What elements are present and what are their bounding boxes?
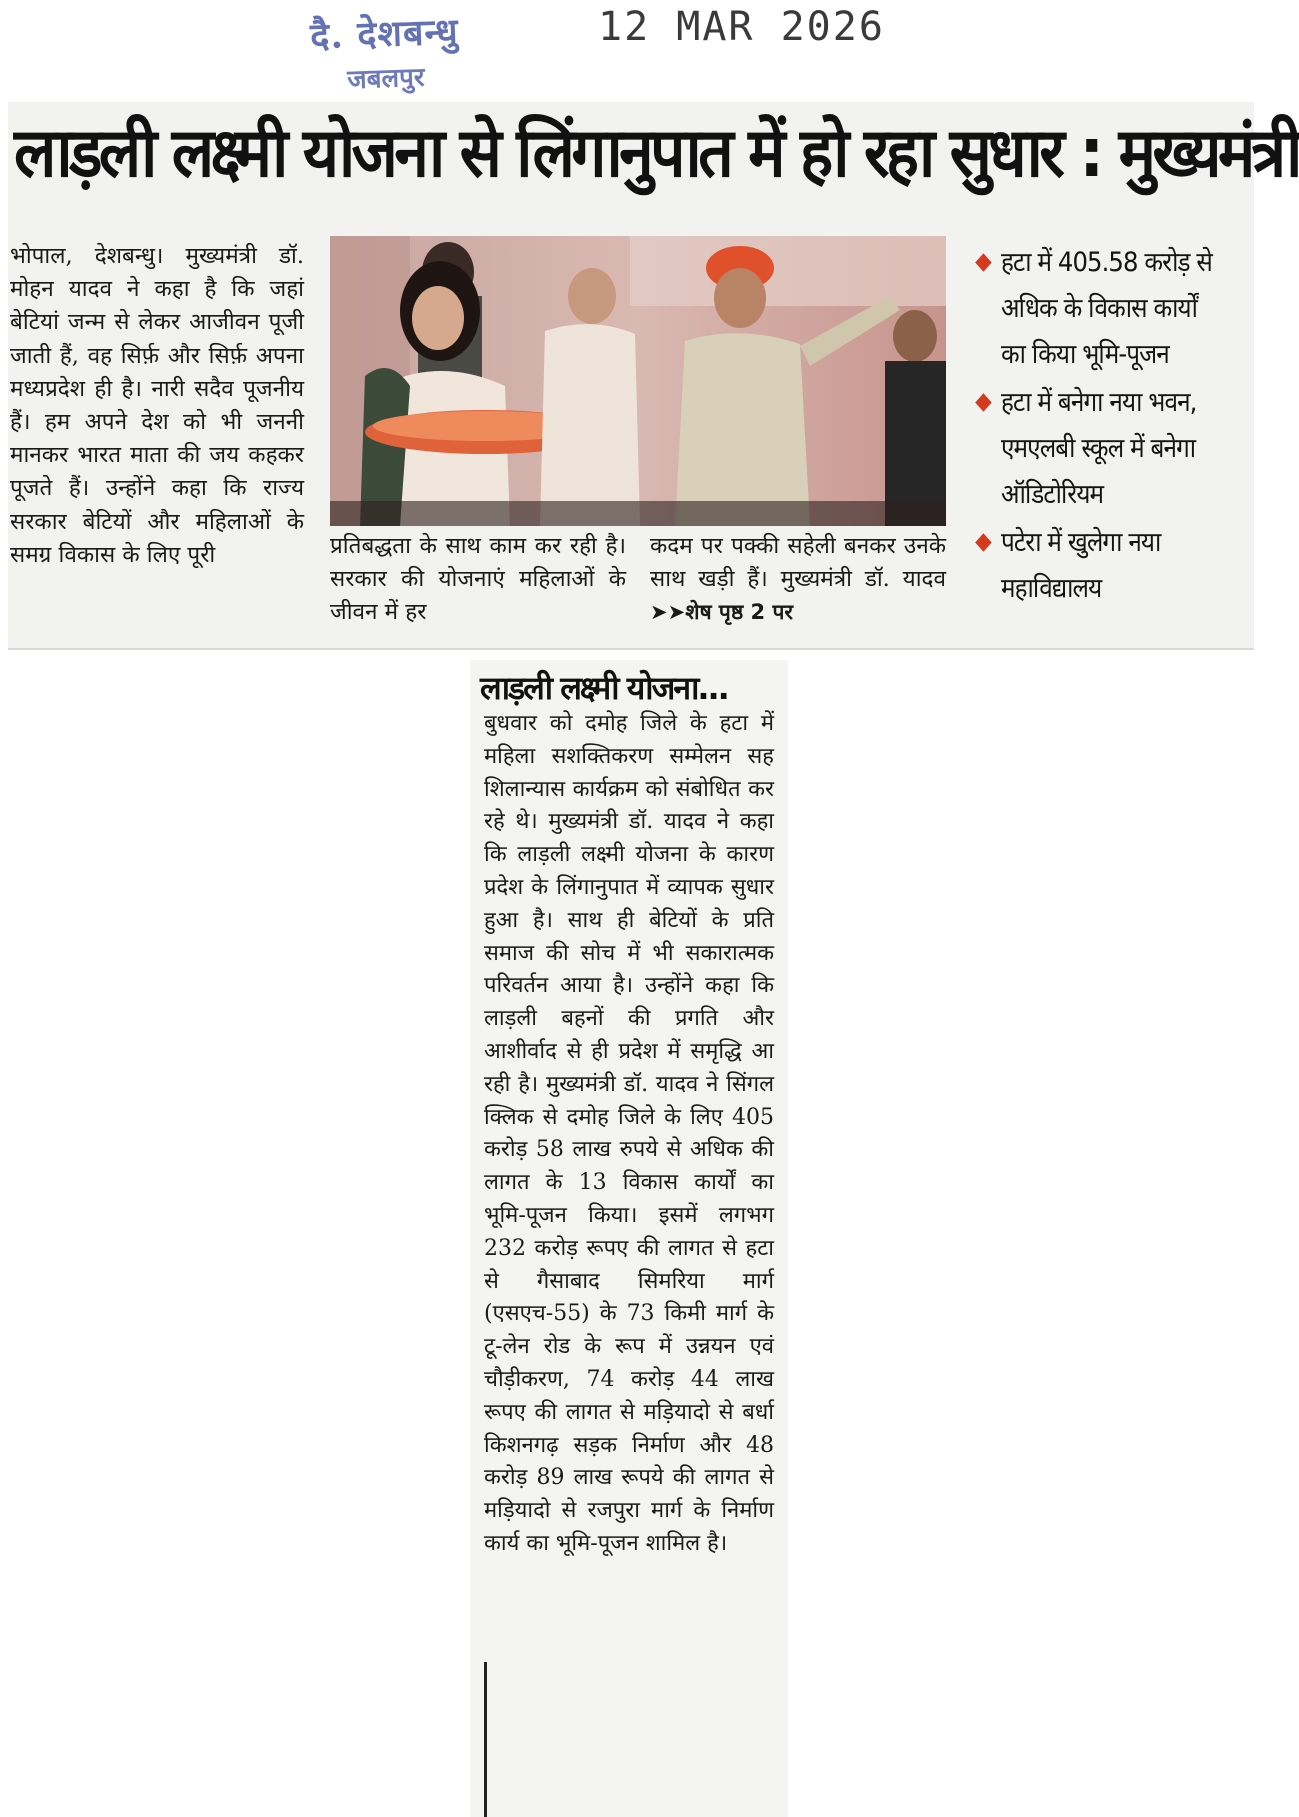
highlight-item <box>974 520 1226 612</box>
highlight-item <box>974 380 1226 518</box>
stamp-city: जबलपुर <box>346 62 426 96</box>
news-clipping-continuation <box>470 660 788 1817</box>
photo-illustration <box>330 236 946 526</box>
column-rule <box>484 1662 487 1817</box>
highlight-item <box>974 240 1226 378</box>
article-headline: लाड़ली लक्ष्मी योजना से लिंगानुपात में हो रहा सुधार : मुख्यमंत्री <box>14 114 1299 193</box>
article-column-3 <box>650 530 946 634</box>
article-column-1: भोपाल, देशबन्धु। मुख्यमंत्री डॉ. मोहन यादव ने कहा है कि जहां बेटियां जन्म से लेकर आजीवन पूजी जाती हैं, वह सिर्फ़ और सिर्फ़ अपना मध्यप्रदेश ही है। नारी सदैव पूजनीय हैं। हम अपने देश को भी जननी मानकर भारत माता की जय कहकर पूजते हैं। उन्होंने कहा कि राज्य सरकार बेटियों और महिलाओं के समग्र विकास के लिए पूरी <box>10 243 304 568</box>
stamp-date: 12 MAR 2026 <box>598 4 885 50</box>
highlight-text: हटा में बनेगा नया भवन, एमएलबी स्कूल में बनेगा ऑडिटोरियम <box>1001 387 1197 510</box>
continuation-heading: लाड़ली लक्ष्मी योजना... <box>480 669 728 707</box>
bullet-diamond-icon <box>975 393 992 411</box>
bullet-diamond-icon <box>975 533 992 551</box>
stamp-publication: दै. देशबन्धु <box>309 10 460 58</box>
article-photo <box>330 236 946 526</box>
article-column-3-text: कदम पर पक्की सहेली बनकर उनके साथ खड़ी हैं। मुख्यमंत्री डॉ. यादव <box>650 533 946 593</box>
clipping-stamp <box>269 4 502 99</box>
highlight-text: पटेरा में खुलेगा नया महाविद्यालय <box>1001 527 1161 604</box>
bullet-diamond-icon <box>975 253 992 271</box>
highlights-list <box>974 240 1254 614</box>
continuation-column: बुधवार को दमोह जिले के हटा में महिला सशक्तिकरण सम्मेलन सह शिलान्यास कार्यक्रम को संबोधित कर रहे थे। मुख्यमंत्री डॉ. यादव ने कहा कि लाड़ली लक्ष्मी योजना के कारण प्रदेश के लिंगानुपात में व्यापक सुधार हुआ है। साथ ही बेटियों के प्रति समाज की सोच में भी सकारात्मक परिवर्तन आया है। उन्होंने कहा कि लाड़ली बहनों की प्रगति और आशीर्वाद से ही प्रदेश में समृद्धि आ रही है। मुख्यमंत्री डॉ. यादव ने सिंगल क्लिक से दमोह जिले के लिए 405 करोड़ 58 लाख रुपये से अधिक की लागत के 13 विकास कार्यों का भूमि-पूजन किया। इसमें लगभग 232 करोड़ रूपए की लागत से हटा से गैसाबाद सिमरिया मार्ग (एसएच-55) के 73 किमी मार्ग के टू-लेन रोड के रूप में उन्नयन एवं चौड़ीकरण, 74 करोड़ 44 लाख रूपए की लागत से मड़ियादो से बर्धा किशनगढ़ सड़क निर्माण और 48 करोड़ 89 लाख रूपये की लागत से मड़ियादो से रजपुरा मार्ग के निर्माण कार्य का भूमि-पूजन शामिल है। <box>484 711 774 1556</box>
article-column-2: प्रतिबद्धता के साथ काम कर रही है। सरकार की योजनाएं महिलाओं के जीवन में हर <box>330 533 626 626</box>
continued-label: ➤➤शेष पृष्ठ 2 पर <box>650 600 793 625</box>
highlight-text: हटा में 405.58 करोड़ से अधिक के विकास कार्यों का किया भूमि-पूजन <box>1001 247 1212 370</box>
news-clipping-main <box>8 102 1299 650</box>
